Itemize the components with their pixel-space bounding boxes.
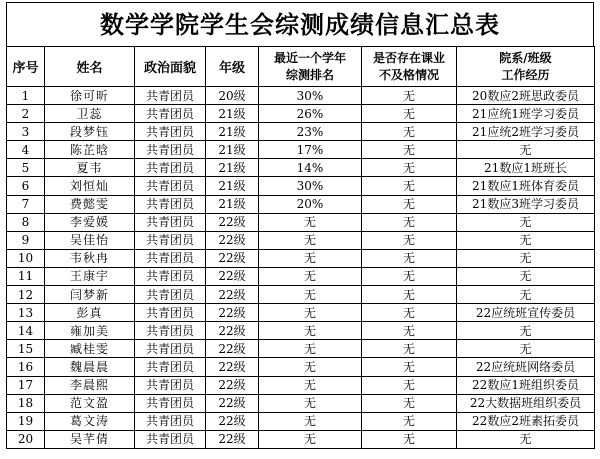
cell-role: 20数应2班思政委员 [457, 87, 595, 105]
cell-grade: 22级 [206, 412, 259, 430]
cell-rank: 无 [259, 430, 362, 448]
cell-rank: 无 [259, 412, 362, 430]
cell-role: 21数应1班班长 [457, 159, 595, 177]
table-row [7, 249, 595, 267]
header-fail [362, 47, 457, 87]
cell-political: 共青团员 [135, 358, 206, 376]
cell-role: 无 [457, 430, 595, 448]
cell-grade: 22级 [206, 213, 259, 231]
cell-fail: 无 [362, 340, 457, 358]
cell-political: 共青团员 [135, 304, 206, 322]
cell-rank: 无 [259, 394, 362, 412]
cell-role: 21应统2班学习委员 [457, 123, 595, 141]
table-row [7, 322, 595, 340]
cell-name: 段梦钰 [45, 123, 135, 141]
header-row [7, 47, 595, 87]
cell-rank: 26% [259, 105, 362, 123]
cell-role: 22大数据班组织委员 [457, 394, 595, 412]
cell-rank: 17% [259, 141, 362, 159]
cell-no: 15 [7, 340, 45, 358]
cell-rank: 无 [259, 286, 362, 304]
cell-role: 无 [457, 322, 595, 340]
cell-fail: 无 [362, 159, 457, 177]
cell-no: 4 [7, 141, 45, 159]
cell-no: 2 [7, 105, 45, 123]
header-political: 政治面貌 [135, 47, 206, 87]
cell-role: 无 [457, 286, 595, 304]
cell-political: 共青团员 [135, 177, 206, 195]
cell-name: 魏晨晨 [45, 358, 135, 376]
cell-grade: 22级 [206, 376, 259, 394]
cell-rank: 20% [259, 195, 362, 213]
cell-political: 共青团员 [135, 267, 206, 285]
cell-political: 共青团员 [135, 195, 206, 213]
table-row [7, 376, 595, 394]
cell-fail: 无 [362, 141, 457, 159]
cell-fail: 无 [362, 286, 457, 304]
cell-name: 臧桂雯 [45, 340, 135, 358]
cell-no: 17 [7, 376, 45, 394]
cell-role: 无 [457, 141, 595, 159]
table-row [7, 195, 595, 213]
cell-no: 10 [7, 249, 45, 267]
cell-rank: 无 [259, 213, 362, 231]
cell-political: 共青团员 [135, 141, 206, 159]
cell-no: 18 [7, 394, 45, 412]
cell-rank: 无 [259, 376, 362, 394]
cell-fail: 无 [362, 412, 457, 430]
cell-grade: 21级 [206, 177, 259, 195]
cell-political: 共青团员 [135, 430, 206, 448]
cell-role: 无 [457, 213, 595, 231]
cell-name: 李爱媛 [45, 213, 135, 231]
cell-no: 7 [7, 195, 45, 213]
cell-rank: 30% [259, 177, 362, 195]
cell-name: 李晨熙 [45, 376, 135, 394]
cell-role: 无 [457, 231, 595, 249]
cell-role: 21数应3班学习委员 [457, 195, 595, 213]
cell-grade: 20级 [206, 87, 259, 105]
cell-fail: 无 [362, 231, 457, 249]
table-row [7, 141, 595, 159]
table-row [7, 87, 595, 105]
table-row [7, 231, 595, 249]
cell-role: 21数应1班体育委员 [457, 177, 595, 195]
cell-political: 共青团员 [135, 231, 206, 249]
cell-role: 无 [457, 267, 595, 285]
cell-rank: 14% [259, 159, 362, 177]
cell-grade: 21级 [206, 141, 259, 159]
table-row [7, 267, 595, 285]
cell-no: 16 [7, 358, 45, 376]
cell-grade: 22级 [206, 304, 259, 322]
cell-name: 葛文涛 [45, 412, 135, 430]
cell-political: 共青团员 [135, 412, 206, 430]
cell-no: 3 [7, 123, 45, 141]
cell-grade: 22级 [206, 340, 259, 358]
cell-rank: 无 [259, 249, 362, 267]
cell-name: 费懿雯 [45, 195, 135, 213]
cell-role: 22应统班网络委员 [457, 358, 595, 376]
cell-no: 5 [7, 159, 45, 177]
cell-name: 彭真 [45, 304, 135, 322]
cell-no: 13 [7, 304, 45, 322]
cell-rank: 无 [259, 322, 362, 340]
cell-fail: 无 [362, 358, 457, 376]
table-row [7, 430, 595, 448]
cell-no: 19 [7, 412, 45, 430]
document-page [6, 2, 594, 449]
cell-fail: 无 [362, 249, 457, 267]
cell-fail: 无 [362, 87, 457, 105]
table-row [7, 358, 595, 376]
cell-no: 9 [7, 231, 45, 249]
cell-grade: 22级 [206, 358, 259, 376]
table-row [7, 213, 595, 231]
cell-fail: 无 [362, 430, 457, 448]
cell-political: 共青团员 [135, 286, 206, 304]
cell-name: 刘恒灿 [45, 177, 135, 195]
table-row [7, 412, 595, 430]
header-role [457, 47, 595, 87]
cell-fail: 无 [362, 123, 457, 141]
cell-rank: 无 [259, 231, 362, 249]
cell-political: 共青团员 [135, 376, 206, 394]
table-row [7, 394, 595, 412]
cell-name: 王康宇 [45, 267, 135, 285]
cell-fail: 无 [362, 105, 457, 123]
cell-political: 共青团员 [135, 340, 206, 358]
cell-name: 卫蕊 [45, 105, 135, 123]
table-row [7, 177, 595, 195]
cell-grade: 21级 [206, 123, 259, 141]
cell-rank: 无 [259, 267, 362, 285]
cell-political: 共青团员 [135, 394, 206, 412]
table-row [7, 304, 595, 322]
header-no: 序号 [7, 47, 45, 87]
cell-name: 闫梦新 [45, 286, 135, 304]
cell-no: 11 [7, 267, 45, 285]
table-row [7, 105, 595, 123]
table-row [7, 286, 595, 304]
cell-grade: 22级 [206, 322, 259, 340]
cell-no: 8 [7, 213, 45, 231]
cell-name: 韦秋冉 [45, 249, 135, 267]
cell-role: 22应统班宣传委员 [457, 304, 595, 322]
header-grade: 年级 [206, 47, 259, 87]
cell-name: 范文盈 [45, 394, 135, 412]
cell-grade: 21级 [206, 159, 259, 177]
header-name: 姓名 [45, 47, 135, 87]
cell-rank: 23% [259, 123, 362, 141]
header-fail-line2: 不及格情况 [378, 67, 439, 82]
cell-no: 1 [7, 87, 45, 105]
cell-role: 无 [457, 340, 595, 358]
cell-name: 陈芷晗 [45, 141, 135, 159]
cell-political: 共青团员 [135, 87, 206, 105]
table-row [7, 340, 595, 358]
cell-role: 无 [457, 249, 595, 267]
header-role-line1: 院系/班级 [499, 50, 552, 65]
table-row [7, 123, 595, 141]
cell-rank: 无 [259, 340, 362, 358]
cell-name: 夏韦 [45, 159, 135, 177]
table-title: 数学学院学生会综测成绩信息汇总表 [6, 2, 594, 46]
cell-role: 22数应2班素拓委员 [457, 412, 595, 430]
cell-fail: 无 [362, 376, 457, 394]
cell-rank: 无 [259, 304, 362, 322]
cell-political: 共青团员 [135, 105, 206, 123]
cell-grade: 22级 [206, 249, 259, 267]
cell-no: 14 [7, 322, 45, 340]
cell-fail: 无 [362, 322, 457, 340]
cell-fail: 无 [362, 304, 457, 322]
cell-grade: 22级 [206, 267, 259, 285]
cell-grade: 22级 [206, 394, 259, 412]
header-fail-line1: 是否存在课业 [372, 50, 445, 65]
cell-name: 吴佳怡 [45, 231, 135, 249]
cell-no: 12 [7, 286, 45, 304]
cell-name: 徐可昕 [45, 87, 135, 105]
cell-political: 共青团员 [135, 322, 206, 340]
cell-fail: 无 [362, 394, 457, 412]
cell-political: 共青团员 [135, 213, 206, 231]
cell-grade: 22级 [206, 231, 259, 249]
header-rank-line2: 综测排名 [285, 67, 334, 82]
cell-grade: 21级 [206, 195, 259, 213]
cell-no: 20 [7, 430, 45, 448]
cell-rank: 无 [259, 358, 362, 376]
cell-grade: 22级 [206, 430, 259, 448]
cell-role: 21应统1班学习委员 [457, 105, 595, 123]
cell-fail: 无 [362, 195, 457, 213]
cell-political: 共青团员 [135, 123, 206, 141]
summary-table [6, 46, 595, 449]
cell-name: 雍加美 [45, 322, 135, 340]
cell-fail: 无 [362, 267, 457, 285]
cell-fail: 无 [362, 177, 457, 195]
header-rank [259, 47, 362, 87]
cell-fail: 无 [362, 213, 457, 231]
header-rank-line1: 最近一个学年 [273, 50, 346, 65]
cell-name: 吴芊倩 [45, 430, 135, 448]
table-body [7, 87, 595, 449]
cell-rank: 30% [259, 87, 362, 105]
cell-grade: 21级 [206, 105, 259, 123]
header-role-line2: 工作经历 [501, 67, 550, 82]
cell-grade: 22级 [206, 286, 259, 304]
cell-role: 22数应1班组织委员 [457, 376, 595, 394]
cell-political: 共青团员 [135, 159, 206, 177]
table-row [7, 159, 595, 177]
cell-no: 6 [7, 177, 45, 195]
cell-political: 共青团员 [135, 249, 206, 267]
